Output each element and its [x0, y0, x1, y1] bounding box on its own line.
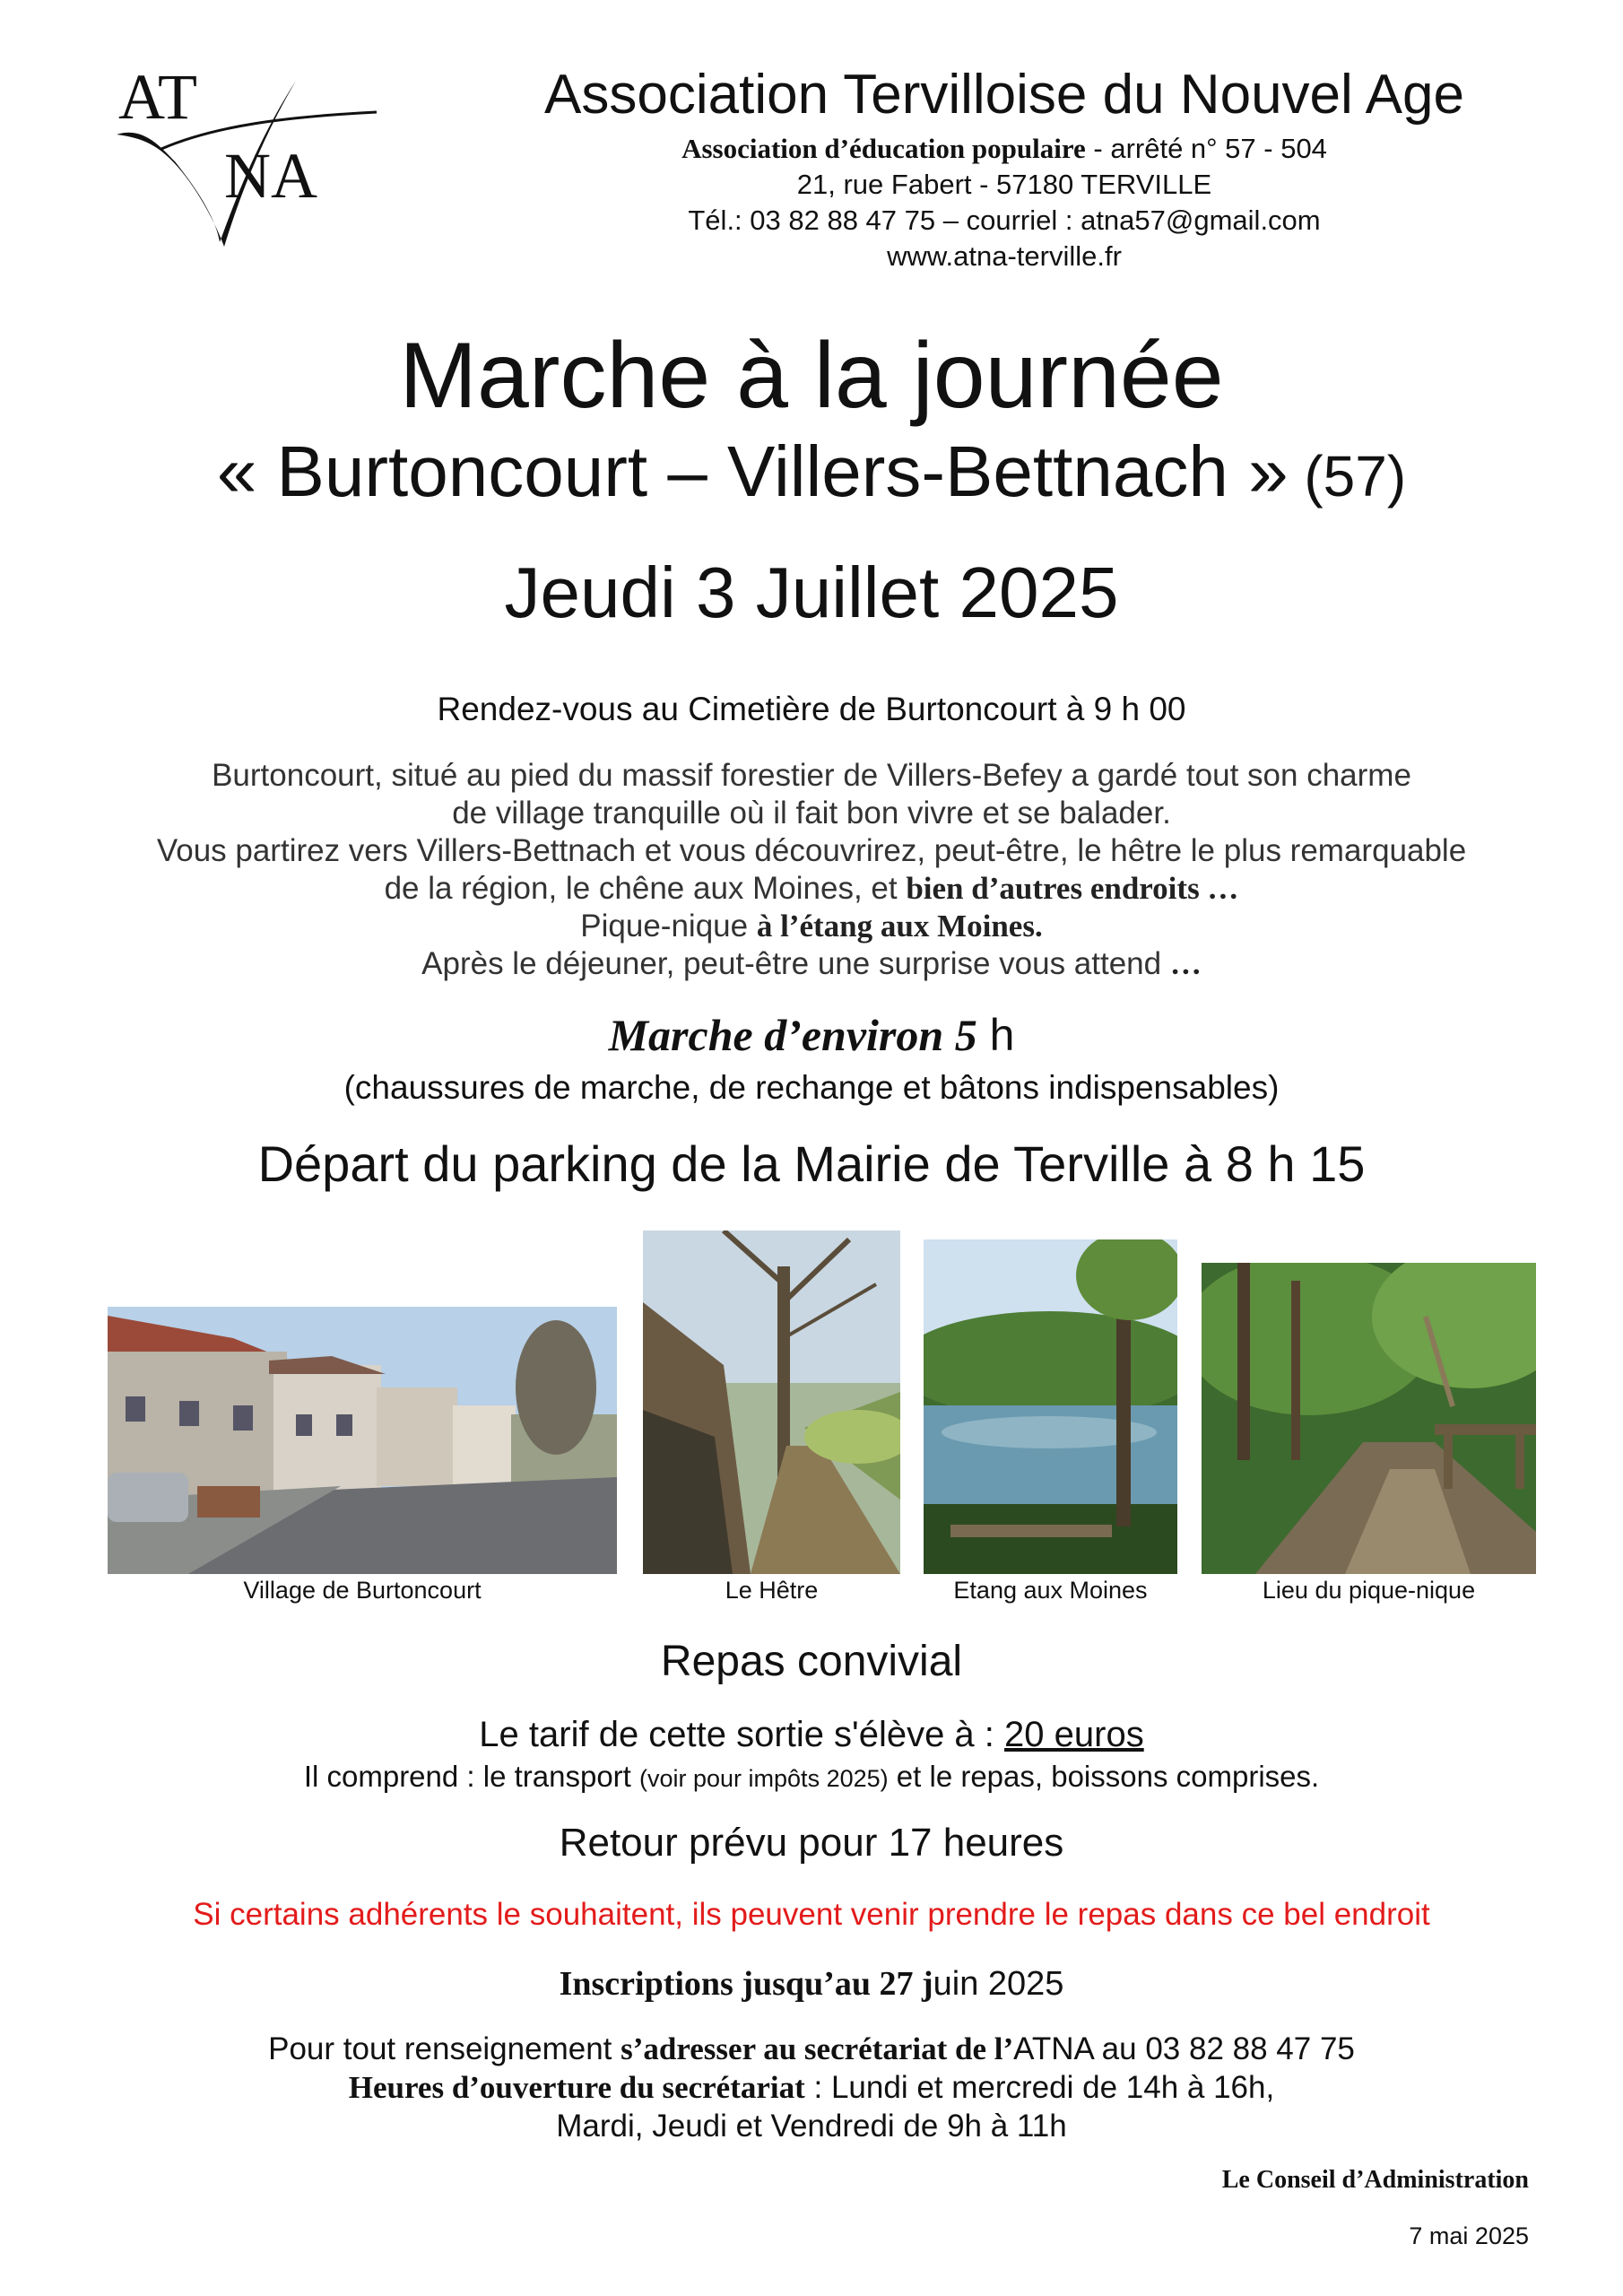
photo-caption: Village de Burtoncourt: [243, 1577, 482, 1604]
logo-text-top: AT: [118, 63, 197, 133]
meeting-point: Rendez-vous au Cimetière de Burtoncourt à 9 h 00: [437, 691, 1186, 727]
association-status: Association d’éducation populaire - arrêté n° 57 - 504: [681, 133, 1327, 164]
photo-beech: [643, 1231, 900, 1574]
logo-text-bottom: NA: [224, 140, 317, 212]
atna-logo: [108, 63, 395, 251]
event-route: « Burtoncourt – Villers-Bettnach » (57): [216, 431, 1407, 511]
price-info: Le tarif de cette sortie s'élève à : 20 euros: [479, 1715, 1144, 1754]
association-name: Association Tervilloise du Nouvel Age: [544, 64, 1464, 126]
description-line: Après le déjeuner, peut-être une surprise vous attend …: [421, 946, 1202, 981]
info-hours-2: Mardi, Jeudi et Vendredi de 9h à 11h: [556, 2109, 1067, 2144]
issue-date: 7 mai 2025: [1409, 2222, 1529, 2249]
photo-caption: Etang aux Moines: [953, 1577, 1148, 1604]
association-address: 21, rue Fabert - 57180 TERVILLE: [796, 169, 1212, 200]
info-line: Pour tout renseignement s’adresser au secrétariat de l’ATNA au 03 82 88 47 75: [268, 2031, 1355, 2066]
photo-pond: [924, 1239, 1177, 1574]
registration-deadline: Inscriptions jusqu’au 27 juin 2025: [559, 1965, 1064, 2003]
description-line: de la région, le chêne aux Moines, et bien d’autres endroits …: [384, 871, 1239, 906]
photo-picnic: [1202, 1263, 1536, 1574]
departure-info: Départ du parking de la Mairie de Terville à 8 h 15: [257, 1135, 1366, 1192]
description-line: Pique-nique à l’étang aux Moines.: [580, 909, 1043, 944]
association-website[interactable]: www.atna-terville.fr: [887, 240, 1122, 272]
description-line: Burtoncourt, situé au pied du massif forestier de Villers-Befey a gardé tout son charme: [212, 758, 1411, 793]
photo-caption: Le Hêtre: [725, 1577, 819, 1604]
photo-village: [108, 1307, 617, 1574]
walk-equipment: (chaussures de marche, de rechange et bâtons indispensables): [343, 1069, 1280, 1106]
meal-heading: Repas convivial: [660, 1638, 963, 1685]
info-hours: Heures d’ouverture du secrétariat : Lundi et mercredi de 14h à 16h,: [348, 2070, 1275, 2105]
event-title: Marche à la journée: [399, 324, 1224, 428]
photo-caption: Lieu du pique-nique: [1262, 1577, 1476, 1604]
return-time: Retour prévu pour 17 heures: [559, 1821, 1064, 1865]
association-contact: Tél.: 03 82 88 47 75 – courriel : atna57@gmail.com: [688, 204, 1321, 236]
walk-duration: Marche d’environ 5 h: [608, 1010, 1015, 1060]
description-line: Vous partirez vers Villers-Bettnach et vous découvrirez, peut-être, le hêtre le plus remarquable: [156, 833, 1467, 868]
alert-note: Si certains adhérents le souhaitent, ils peuvent venir prendre le repas dans ce bel endroit: [193, 1897, 1430, 1932]
price-value: 20 euros: [1004, 1715, 1144, 1754]
signature: Le Conseil d’Administration: [1221, 2166, 1529, 2194]
description-line: de village tranquille où il fait bon vivre et se balader.: [452, 796, 1171, 831]
event-date: Jeudi 3 Juillet 2025: [504, 552, 1119, 632]
price-includes: Il comprend : le transport (voir pour impôts 2025) et le repas, boissons comprises.: [303, 1760, 1320, 1793]
